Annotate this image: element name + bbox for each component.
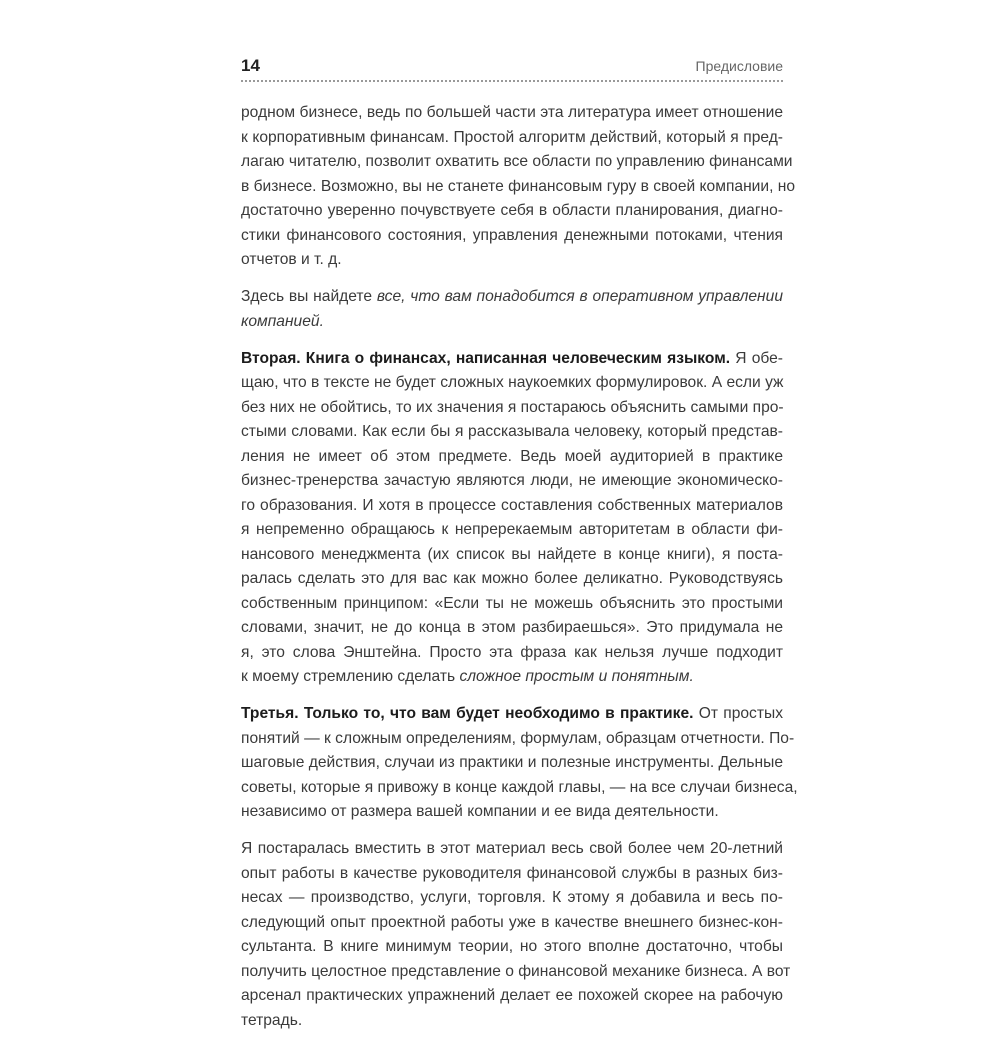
text-line bbox=[241, 347, 783, 372]
text-line bbox=[241, 911, 783, 936]
page-body bbox=[241, 101, 798, 1046]
text-line bbox=[241, 150, 793, 175]
text-segment: стыми словами. Как если бы я рассказывала человеку, который представ- bbox=[241, 423, 783, 440]
text-segment: словами, значит, не до конца в этом разбираешься». Это придумала не bbox=[241, 619, 783, 636]
bold-heading-text: Вторая. Книга о финансах, написанная человеческим языком. bbox=[241, 349, 731, 367]
text-segment: го образования. И хотя в процессе составления собственных материалов bbox=[241, 496, 783, 514]
text-line bbox=[241, 862, 783, 887]
text-line bbox=[241, 886, 783, 911]
text-segment: Здесь вы найдете bbox=[241, 288, 377, 305]
bold-heading-text: Третья. Только то, что вам будет необходимо в практике. bbox=[241, 705, 694, 722]
text-line bbox=[241, 665, 783, 690]
text-segment: несах — производство, услуги, торговля. К этому я добавила и весь по- bbox=[241, 889, 783, 906]
text-segment: следующий опыт проектной работы уже в качестве внешнего бизнес-кон- bbox=[241, 913, 783, 931]
text-segment: щаю, что в тексте не будет сложных наукоемких формулировок. А если уж bbox=[241, 374, 784, 391]
paragraph bbox=[241, 101, 796, 273]
text-segment: собственным принципом: «Если ты не можешь объяснить это простыми bbox=[241, 594, 783, 612]
text-line bbox=[241, 837, 783, 862]
text-segment: независимо от размера вашей компании и ее вида деятельности. bbox=[241, 803, 719, 820]
section-title: Предисловие bbox=[695, 58, 783, 74]
text-segment: родном бизнесе, ведь по большей части эта литература имеет отношение bbox=[241, 104, 783, 121]
text-segment: я, это слова Энштейна. Просто эта фраза как нельзя лучше подходит bbox=[241, 643, 783, 661]
text-line bbox=[241, 101, 783, 126]
text-line bbox=[241, 960, 791, 985]
text-line bbox=[241, 371, 783, 396]
text-line bbox=[241, 727, 795, 752]
text-line bbox=[241, 494, 783, 519]
text-line bbox=[241, 396, 783, 421]
paragraph bbox=[241, 285, 783, 334]
text-segment: арсенал практических упражнений делает ее похожей скорее на рабочую bbox=[241, 987, 783, 1004]
paragraph bbox=[241, 347, 783, 690]
text-segment: стики финансового состояния, управления денежными потоками, чтения bbox=[241, 226, 783, 244]
text-segment: я непременно обращаюсь к непререкаемым авторитетам в области фи- bbox=[241, 521, 783, 538]
text-line bbox=[241, 285, 783, 310]
italic-text: все, что вам понадобится в оперативном управлении bbox=[376, 288, 783, 305]
text-line bbox=[241, 224, 783, 249]
text-segment: сультанта. В книге минимум теории, но этого вполне достаточно, чтобы bbox=[241, 938, 783, 955]
text-segment: получить целостное представление о финансовой механике бизнеса. А вот bbox=[241, 962, 791, 980]
text-line bbox=[241, 592, 783, 617]
text-line bbox=[241, 800, 783, 825]
text-line bbox=[241, 420, 783, 445]
italic-text: компанией. bbox=[241, 312, 324, 330]
paragraph bbox=[241, 837, 791, 1033]
text-segment: шаговые действия, случаи из практики и полезные инструменты. Дельные bbox=[241, 754, 783, 771]
text-line bbox=[241, 126, 783, 151]
text-line bbox=[241, 641, 783, 666]
text-segment: опыт работы в качестве руководителя финансовой службы в разных биз- bbox=[241, 864, 783, 882]
text-segment: ления не имеет об этом предмете. Ведь моей аудиторией в практике bbox=[241, 447, 783, 465]
text-segment: тетрадь. bbox=[241, 1011, 303, 1029]
text-line bbox=[241, 984, 783, 1009]
text-segment: ралась сделать это для вас как можно более деликатно. Руководствуясь bbox=[241, 570, 783, 587]
text-line bbox=[241, 199, 783, 224]
paragraph bbox=[241, 702, 798, 825]
page-number: 14 bbox=[241, 56, 260, 75]
text-segment: понятий — к сложным определениям, формулам, образцам отчетности. По- bbox=[241, 729, 795, 747]
text-segment: бизнес-тренерства зачастую являются люди, не имеющие экономическо- bbox=[241, 472, 783, 489]
text-line bbox=[241, 310, 783, 335]
text-line bbox=[241, 616, 783, 641]
text-line bbox=[241, 543, 783, 568]
italic-text: сложное простым и понятным. bbox=[459, 668, 694, 685]
text-segment: к корпоративным финансам. Простой алгоритм действий, который я пред- bbox=[241, 128, 783, 146]
text-line bbox=[241, 567, 783, 592]
text-segment: От простых bbox=[693, 705, 783, 722]
text-line bbox=[241, 469, 783, 494]
text-segment: к моему стремлению сделать bbox=[241, 668, 460, 685]
text-line bbox=[241, 702, 783, 727]
text-line bbox=[241, 518, 783, 543]
text-line bbox=[241, 1009, 783, 1034]
text-segment: Я обе- bbox=[730, 349, 783, 367]
text-line bbox=[241, 935, 783, 960]
text-segment: Я постаралась вместить в этот материал весь свой более чем 20-летний bbox=[241, 840, 783, 857]
text-segment: достаточно уверенно почувствуете себя в области планирования, диагно- bbox=[241, 202, 783, 219]
text-segment: без них не обойтись, то их значения я постараюсь объяснить самыми про- bbox=[241, 398, 784, 416]
text-line bbox=[241, 248, 783, 273]
header-divider bbox=[241, 80, 783, 82]
text-line bbox=[241, 776, 798, 801]
text-segment: лагаю читателю, позволит охватить все области по управлению финансами bbox=[241, 153, 793, 170]
text-line bbox=[241, 175, 796, 200]
text-segment: отчетов и т. д. bbox=[241, 251, 342, 268]
text-segment: в бизнесе. Возможно, вы не станете финансовым гуру в своей компании, но bbox=[241, 177, 796, 195]
text-line bbox=[241, 445, 783, 470]
text-line bbox=[241, 751, 783, 776]
text-segment: нансового менеджмента (их список вы найдете в конце книги), я поста- bbox=[241, 545, 783, 563]
text-segment: советы, которые я привожу в конце каждой главы, — на все случаи бизнеса, bbox=[241, 778, 798, 796]
running-header bbox=[241, 56, 783, 78]
